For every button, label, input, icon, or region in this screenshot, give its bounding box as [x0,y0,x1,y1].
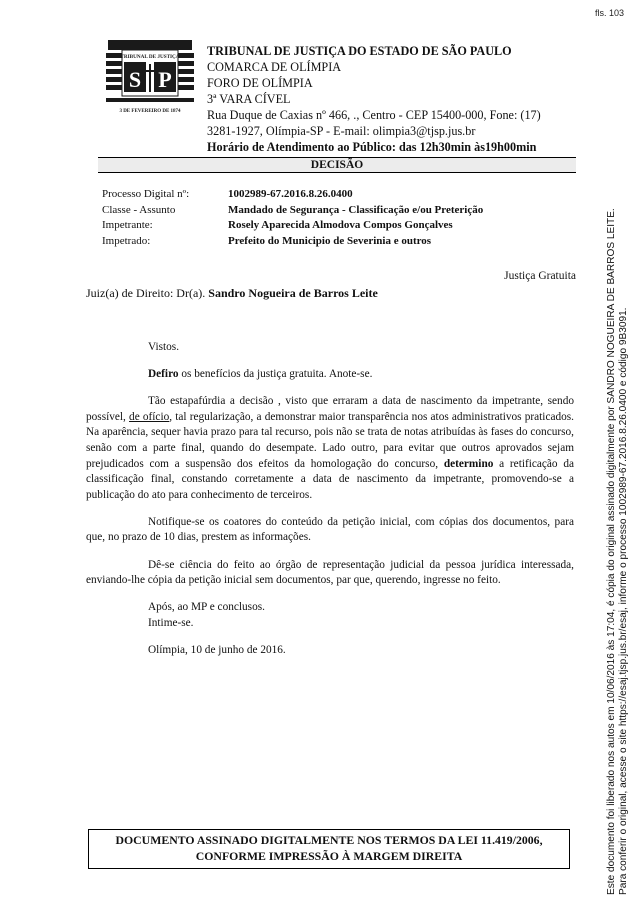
digital-signature-box [88,829,570,869]
vistos-text: Vistos. [148,341,180,353]
determino-bold: determino [443,457,494,470]
defiro-rest: os benefícios da justiça gratuita. Anote-se. [178,368,373,381]
classe-label: Classe - Assunto [102,203,176,216]
meta-row-impetrado [102,234,483,250]
paragraph-vistos [86,340,574,356]
decision-body [86,340,574,670]
impetrante-label: Impetrante: [102,219,153,231]
seal-letter-p: P [158,67,172,92]
classe-value: Mandado de Segurança - Classificação e/ou Preterição [228,203,484,216]
ciencia-text: Dê-se ciência do feito ao órgão de representação judicial da pessoa jurídica interessada, enviando-lhe cópia da petição inicial sem documentos, par que, querendo, ingresse no feito. [86,558,574,587]
office-hours: Horário de Atendimento ao Público: das 12h30min às19h00min [207,140,537,154]
court-name: TRIBUNAL DE JUSTIÇA DO ESTADO DE SÃO PAULO [207,44,512,58]
footer-line-1: DOCUMENTO ASSINADO DIGITALMENTE NOS TERMOS DA LEI 11.419/2006, [115,833,543,847]
defiro-bold: Defiro [148,368,179,381]
seal-label-top: TRIBUNAL DE JUSTIÇA [120,54,180,60]
address-line-1: Rua Duque de Caxias nº 466, ., Centro - CEP 15400-000, Fone: (17) [207,108,541,122]
paragraph-notifique [86,515,574,546]
paragraph-ciencia [86,558,574,589]
margin-note-line-2: Para conferir o original, acesse o site https://esaj.tjsp.jus.br/esaj, informe o processo 1002989-67.2016.8.26.0400 e código 9B3091. [618,307,629,895]
section-title: DECISÃO [98,157,576,173]
margin-signature-note [606,195,630,895]
notifique-text: Notifique-se os coatores do conteúdo da petição inicial, com cópias dos documentos, para que, no prazo de 10 dias, prestem as informações. [86,515,574,544]
impetrante-value: Rosely Aparecida Almodova Compos Gonçalves [228,219,453,231]
de-oficio-underlined: de ofício [129,410,170,423]
justica-gratuita-note: Justiça Gratuita [504,270,576,282]
vara: 3ª VARA CÍVEL [207,92,291,106]
judge-line [86,286,378,301]
margin-note-line-1: Este documento foi liberado nos autos em 10/06/2016 às 17:04, é cópia do original assinado digitalmente por SANDRO NOGUEIRA DE BARROS LEITE. [606,208,617,895]
paragraph-intime [86,616,574,632]
seal-letter-s: S [128,67,142,92]
footer-line-2: CONFORME IMPRESSÃO À MARGEM DIREITA [195,849,463,863]
court-header [207,43,557,155]
intime-text: Intime-se. [148,616,194,629]
decision-text-a: Tão estapafúrdia a decisão , visto que erraram a data de nascimento da impetrante, sendo possível, [86,395,574,423]
decision-text-c: a retificação da classificação final, constando corretamente a data de nascimento da impetrante, promovendo-se a publicação do ato para conhecimento de terceiros. [86,457,575,501]
paragraph-date [86,643,574,659]
court-seal-logo [104,38,196,118]
comarca: COMARCA DE OLÍMPIA [207,60,342,74]
judge-label: Juiz(a) de Direito: Dr(a). [86,286,206,300]
signing-date: Olímpia, 10 de junho de 2016. [148,643,286,656]
paragraph-decision [86,394,574,503]
meta-row-impetrante [102,218,483,234]
processo-label: Processo Digital nº: [102,188,190,200]
page-number: fls. 103 [594,8,624,18]
paragraph-defiro [86,367,574,383]
seal-label-bottom: 3 DE FEVEREIRO DE 1874 [119,109,181,114]
meta-row-classe [102,203,483,219]
impetrado-label: Impetrado: [102,234,151,247]
meta-row-processo [102,187,483,203]
processo-value: 1002989-67.2016.8.26.0400 [228,188,353,200]
paragraph-conclusos [86,600,574,616]
judge-name: Sandro Nogueira de Barros Leite [208,286,378,300]
foro: FORO DE OLÍMPIA [207,76,313,90]
case-metadata [102,187,483,249]
impetrado-value: Prefeito do Municipio de Severinia e outros [228,234,432,247]
conclusos-text: Após, ao MP e conclusos. [148,601,265,614]
decision-text-b: , tal regularização, a demonstrar maior transparência nos atos administrativos praticados. Na aparência, sequer havia prazo para tal recurso, pois não se trata de notas atribuídas às fases do concurso, senão com a parte final, quando do desempate. Lado outro, para evitar que outros aprovados sejam prejudicados com a suspensão dos efeitos da homologação do concurso, [86,410,574,470]
address-line-2: 3281-1927, Olímpia-SP - E-mail: olimpia3@tjsp.jus.br [207,124,476,138]
